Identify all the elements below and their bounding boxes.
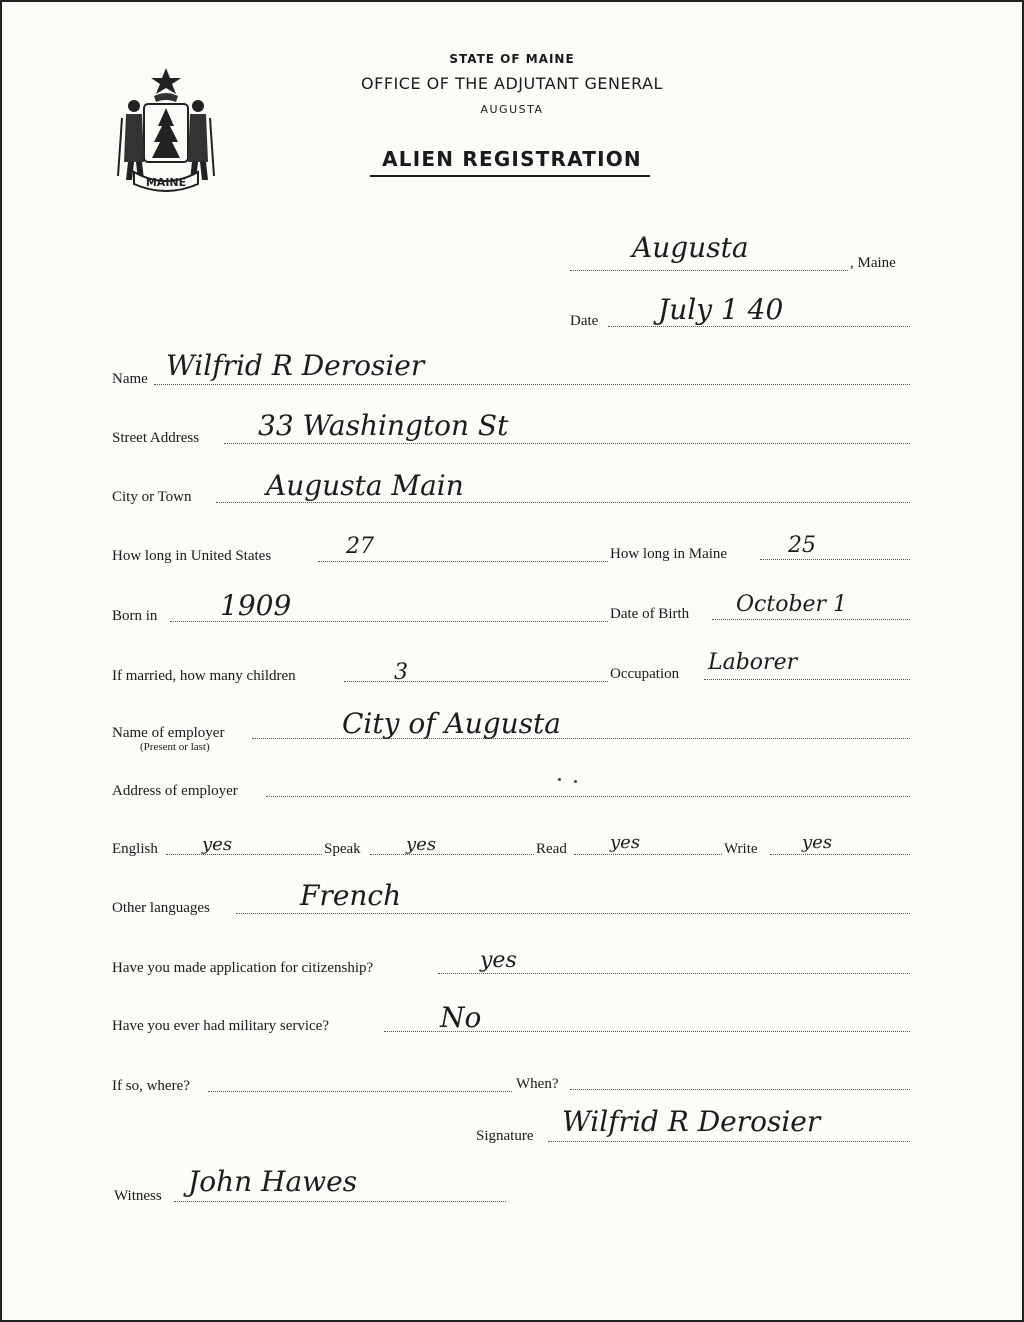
date-of-birth-label: Date of Birth [610,606,690,622]
place-line [570,270,848,271]
date-value: July 1 40 [658,293,784,326]
state-heading: STATE OF MAINE [449,52,575,66]
office-heading: OFFICE OF THE ADJUTANT GENERAL [361,74,663,93]
signature-label: Signature [476,1128,534,1144]
where-line [208,1091,512,1092]
date-of-birth-line [712,619,910,620]
seal-text: MAINE [145,176,187,189]
street-address-value: 33 Washington St [258,409,509,442]
years-in-maine-label: How long in Maine [610,546,728,562]
read-line [574,854,722,855]
speak-value: yes [406,834,437,855]
when-line [570,1089,910,1090]
write-value: yes [802,832,833,853]
where-label: If so, where? [112,1078,190,1094]
form-title: ALIEN REGISTRATION [382,147,642,171]
years-in-maine-value: 25 [788,533,816,558]
employer-value: City of Augusta [342,707,561,740]
date-line [608,326,910,327]
place-value: Augusta [632,231,749,264]
witness-label: Witness [114,1188,162,1204]
signature-line [548,1141,910,1142]
witness-line [174,1201,506,1202]
date-label: Date [570,313,599,329]
employer-label: Name of employer [112,725,225,741]
citizenship-value: yes [480,948,517,973]
employer-sublabel: (Present or last) [140,741,210,753]
city-line [216,502,910,503]
state-of-maine-seal-icon [114,66,218,192]
date-of-birth-value: October 1 [736,592,848,617]
speak-line [370,854,534,855]
born-in-value: 1909 [220,589,292,622]
witness-value: John Hawes [188,1165,358,1198]
other-languages-value: French [300,879,402,912]
occupation-value: Laborer [708,650,798,675]
employer-address-label: Address of employer [112,783,238,799]
military-value: No [440,1001,482,1034]
name-label: Name [112,371,148,387]
occupation-line [704,679,910,680]
read-value: yes [610,832,641,853]
years-in-us-label: How long in United States [112,548,272,564]
english-value: yes [202,834,233,855]
city-value: Augusta Main [266,469,464,502]
children-value: 3 [394,660,408,685]
title-underline [370,175,650,177]
citizenship-label: Have you made application for citizenship? [112,960,374,976]
english-line [166,854,322,855]
other-languages-label: Other languages [112,900,210,916]
street-address-label: Street Address [112,430,200,446]
place-suffix: , Maine [850,255,896,271]
other-languages-line [236,913,910,914]
children-line [344,681,608,682]
city-heading: AUGUSTA [480,103,544,116]
when-label: When? [516,1076,559,1092]
years-in-maine-line [760,559,910,560]
name-line [154,384,910,385]
occupation-label: Occupation [610,666,680,682]
employer-address-line [266,796,910,797]
english-label: English [112,841,158,857]
speak-label: Speak [324,841,361,857]
signature-value: Wilfrid R Derosier [562,1105,821,1138]
city-label: City or Town [112,489,192,505]
years-in-us-line [318,561,608,562]
name-value: Wilfrid R Derosier [166,349,425,382]
write-line [770,854,910,855]
street-address-line [224,443,910,444]
write-label: Write [724,841,758,857]
read-label: Read [536,841,567,857]
citizenship-line [438,973,910,974]
born-in-label: Born in [112,608,158,624]
children-label: If married, how many children [112,668,296,684]
years-in-us-value: 27 [346,534,374,559]
military-label: Have you ever had military service? [112,1018,329,1034]
